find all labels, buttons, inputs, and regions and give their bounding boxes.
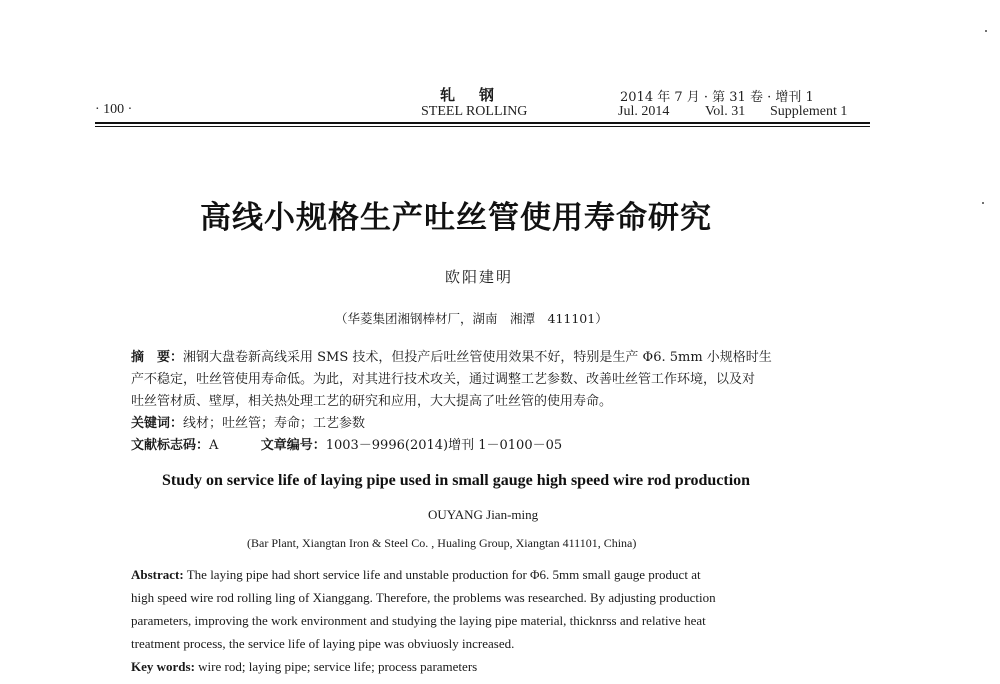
header-rule-bottom: [95, 126, 870, 127]
header-rule-top: [95, 122, 870, 124]
author-cn: 欧阳建明: [445, 268, 514, 286]
keywords-en-label: Key words:: [131, 659, 195, 674]
paper-title-cn: 高线小规格生产吐丝管使用寿命研究: [200, 200, 712, 236]
journal-name-cn: 轧钢: [440, 86, 519, 104]
abstract-cn: [131, 347, 772, 457]
keywords-cn: [131, 413, 772, 435]
abstract-en-line: high speed wire rod rolling ling of Xianggang. Therefore, the problems was researched. By adjusting production: [131, 590, 716, 605]
page-number: · 100 ·: [95, 102, 133, 117]
paper-title-en: Study on service life of laying pipe used in small gauge high speed wire rod production: [162, 472, 751, 489]
issue-volume-en: Vol. 31: [705, 104, 746, 119]
author-en: OUYANG Jian-ming: [428, 507, 539, 522]
keywords-en-text: wire rod; laying pipe; service life; process parameters: [194, 659, 478, 674]
scan-speck: [985, 30, 987, 32]
article-number-value: 1003－9996(2014)增刊 1－0100－05: [325, 438, 563, 453]
affiliation-cn: （华菱集团湘钢棒材厂，湖南 湘潭 411101）: [335, 311, 608, 326]
abstract-en-line: parameters, improving the work environment and studying the laying pipe material, thicknrss and relative heat: [131, 613, 706, 628]
affiliation-en: (Bar Plant, Xiangtan Iron & Steel Co. , Hualing Group, Xiangtan 411101, China): [247, 536, 637, 550]
abstract-en-label: Abstract:: [131, 567, 184, 582]
doc-code-label: 文献标志码：: [131, 438, 210, 453]
abstract-cn-line: 产不稳定，吐丝管使用寿命低。为此，对其进行技术攻关，通过调整工艺参数、改善吐丝管工作环境，以及对: [131, 372, 756, 387]
keywords-cn-label: 关键词：: [131, 416, 184, 431]
abstract-cn-line: 湘钢大盘卷新高线采用 SMS 技术，但投产后吐丝管使用效果不好，特别是生产 Φ6. 5mm 小规格时生: [183, 350, 772, 365]
article-number-label: 文章编号：: [260, 438, 326, 453]
issue-info-cn: 2014 年 7 月 · 第 31 卷 · 增刊 1: [620, 90, 814, 105]
document-codes-cn: [131, 435, 772, 457]
abstract-cn-line: 吐丝管材质、壁厚，相关热处理工艺的研究和应用，大大提高了吐丝管的使用寿命。: [131, 394, 613, 409]
abstract-en: [131, 563, 716, 678]
keywords-cn-text: 线材；吐丝管；寿命；工艺参数: [183, 416, 366, 431]
abstract-en-line: The laying pipe had short service life and unstable production for Φ6. 5mm small gauge product at: [183, 567, 701, 582]
doc-code-value: A: [209, 438, 219, 453]
issue-supplement-en: Supplement 1: [770, 104, 848, 119]
scan-speck: [982, 202, 984, 204]
abstract-en-line: treatment process, the service life of laying pipe was obviuosly increased.: [131, 636, 515, 651]
journal-name-en: STEEL ROLLING: [421, 104, 528, 119]
issue-date-en: Jul. 2014: [618, 104, 670, 119]
abstract-cn-label: 摘 要：: [131, 350, 184, 365]
keywords-en: [131, 655, 716, 678]
